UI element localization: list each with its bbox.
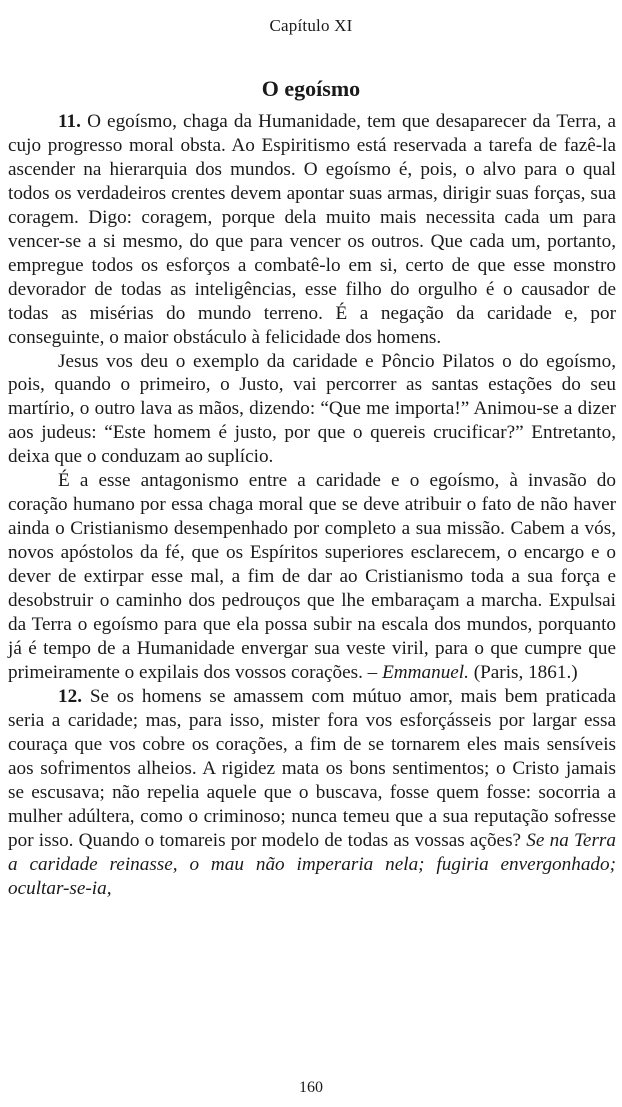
paragraph-number: 12.	[58, 685, 82, 707]
paragraph-number: 11.	[58, 111, 81, 132]
paragraph-jesus	[8, 350, 616, 470]
paragraph-text: O egoísmo, chaga da Humanidade, tem que desaparecer da Terra, a cujo progresso moral obsta. Ao Espiritismo está reservada a tarefa de fazê-la ascender na hierarquia dos mundos. O egoísmo é, pois, o alvo para o qual todos os verdadeiros crentes devem apontar suas armas, dirigir suas forças, sua coragem. Digo: coragem, porque dela muito mais necessita cada um para vencer-se a si mesmo, do que para vencer os outros. Que cada um, portanto, empregue todos os esforços a combatê-lo em si, certo de que esse monstro devorador de todas as inteligências, esse filho do orgulho é o causador de todas as misérias do mundo terreno. É a negação da caridade e, por conseguinte, o maior obstáculo à felicidade dos homens.	[8, 111, 616, 348]
source-note: (Paris, 1861.)	[468, 661, 578, 683]
body-text	[8, 110, 616, 900]
paragraph-text: Jesus vos deu o exemplo da caridade e Pôncio Pilatos o do egoísmo, pois, quando o primeiro, o Justo, vai percorrer as santas estações do seu martírio, o outro lava as mãos, dizendo: “Que me importa!” Animou-se a dizer aos judeus: “Este homem é justo, por que o quereis crucificar?” Entretanto, deixa que o conduzam ao suplício.	[8, 350, 616, 468]
running-head: Capítulo XI	[269, 16, 353, 35]
page-number: 160	[299, 1079, 323, 1096]
paragraph-text: Se os homens se amassem com mútuo amor, mais bem praticada seria a caridade; mas, para isso, mister fora vos esforçásseis por largar essa couraça que vos cobre os corações, a fim de se tornarem eles mais sensíveis aos sofrimentos alheios. A rigidez mata os bons sentimentos; o Cristo jamais se escusava; não repelia aquele que o buscava, fosse quem fosse: socorria a mulher adúltera, como o criminoso; nunca temeu que a sua reputação sofresse por isso. Quando o tomareis por modelo de todas as vossas ações?	[8, 685, 616, 851]
section-title: O egoísmo	[261, 76, 361, 101]
italic-passage: Se na Terra a caridade reinasse, o mau não imperaria nela; fugiria envergonhado; ocultar-se-ia,	[8, 829, 616, 899]
paragraph-11	[8, 110, 616, 350]
paragraph-antagonismo	[8, 469, 616, 685]
paragraph-text: É a esse antagonismo entre a caridade e o egoísmo, à invasão do coração humano por essa chaga moral que se deve atribuir o fato de não haver ainda o Cristianismo desempenhado por completo a sua missão. Cabem a vós, novos apóstolos da fé, que os Espíritos superiores esclarecem, o encargo e o dever de extirpar esse mal, a fim de dar ao Cristianismo toda a sua força e desobstruir o caminho dos pedrouços que lhe embaraçam a marcha. Expulsai da Terra o egoísmo para que ela possa subir na escala dos mundos, porquanto já é tempo de a Humanidade envergar sua veste viril, para o que cumpre que primeiramente o expilais dos vossos corações. –	[8, 470, 616, 683]
author-signature: Emmanuel.	[382, 661, 469, 683]
paragraph-12	[8, 685, 616, 901]
